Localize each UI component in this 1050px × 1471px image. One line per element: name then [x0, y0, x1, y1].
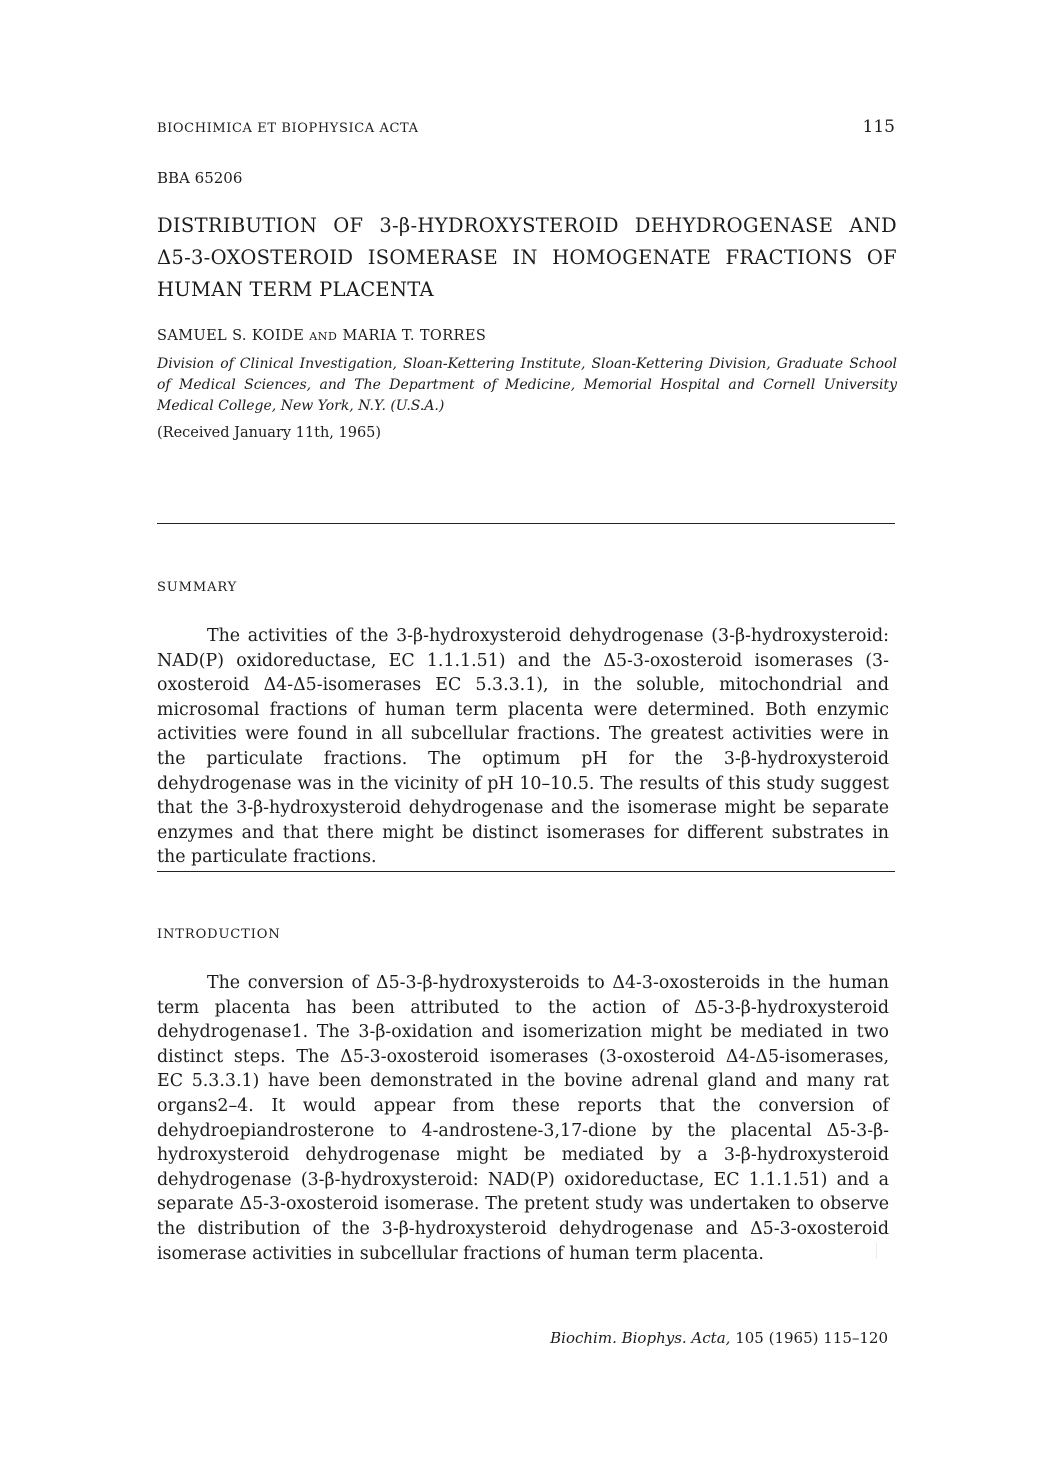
scan-mark — [876, 1243, 880, 1259]
article-code: BBA 65206 — [157, 169, 243, 187]
footer-citation — [550, 1329, 888, 1347]
divider-top — [157, 523, 895, 524]
author-name: MARIA T. TORRES — [342, 328, 487, 344]
author-conjunction: AND — [309, 330, 338, 343]
summary-heading: SUMMARY — [157, 580, 238, 595]
introduction-heading: INTRODUCTION — [157, 927, 281, 942]
running-head: BIOCHIMICA ET BIOPHYSICA ACTA — [157, 121, 419, 136]
divider-bottom — [157, 871, 895, 872]
introduction-paragraph: The conversion of Δ5-3-β-hydroxysteroids to Δ4-3-oxosteroids in the human term placenta has been attributed to the action of Δ5-3-β-hydroxysteroid dehydrogenase1. The 3-β-oxidation and isomerization might be mediated in two distinct steps. The Δ5-3-oxosteroid isomerases (3-oxosteroid Δ4-Δ5-isomerases, EC 5.3.3.1) have been demonstrated in the bovine adrenal gland and many rat organs2–4. It would appear from these reports that the conversion of dehydroepiandrosterone to 4-androstene-3,17-dione by the placental Δ5-3-β-hydroxysteroid dehydrogenase might be mediated by a 3-β-hydroxysteroid dehydrogenase (3-β-hydroxysteroid: NAD(P) oxidoreductase, EC 1.1.1.51) and a separate Δ5-3-oxosteroid isomerase. The pretent study was undertaken to observe the distribution of the 3-β-hydroxysteroid dehydrogenase and Δ5-3-oxosteroid isomerase activities in subcellular fractions of human term placenta. — [157, 973, 889, 1264]
journal-abbreviation: Biochim. Biophys. Acta, — [550, 1329, 731, 1347]
received-date: (Received January 11th, 1965) — [157, 425, 382, 441]
article-title: DISTRIBUTION OF 3-β-HYDROXYSTEROID DEHYDROGENASE AND Δ5-3-OXOSTEROID ISOMERASE IN HOMOGENATE FRACTIONS OF HUMAN TERM PLACENTA — [157, 214, 897, 301]
page-number: 115 — [862, 117, 895, 137]
summary-paragraph: The activities of the 3-β-hydroxysteroid dehydrogenase (3-β-hydroxysteroid: NAD(P) oxidoreductase, EC 1.1.1.51) and the Δ5-3-oxosteroid isomerases (3-oxosteroid Δ4-Δ5-isomerases EC 5.3.3.1), in the soluble, mitochondrial and microsomal fractions of human term placenta were determined. Both enzymic activities were found in all subcellular fractions. The greatest activities were in the particulate fractions. The optimum pH for the 3-β-hydroxysteroid dehydrogenase was in the vicinity of pH 10–10.5. The results of this study suggest that the 3-β-hydroxysteroid dehydrogenase and the isomerase might be separate enzymes and that there might be distinct isomerases for different substrates in the particulate fractions. — [157, 626, 889, 868]
author-line — [157, 328, 486, 344]
affiliation: Division of Clinical Investigation, Sloan-Kettering Institute, Sloan-Kettering Division, Graduate School of Medical Sciences, and The Department of Medicine, Memorial Hospital and Cornell University Medical College, New York, N.Y. (U.S.A.) — [157, 356, 897, 414]
author-name: SAMUEL S. KOIDE — [157, 328, 305, 344]
volume-pages: 105 (1965) 115–120 — [735, 1329, 888, 1347]
